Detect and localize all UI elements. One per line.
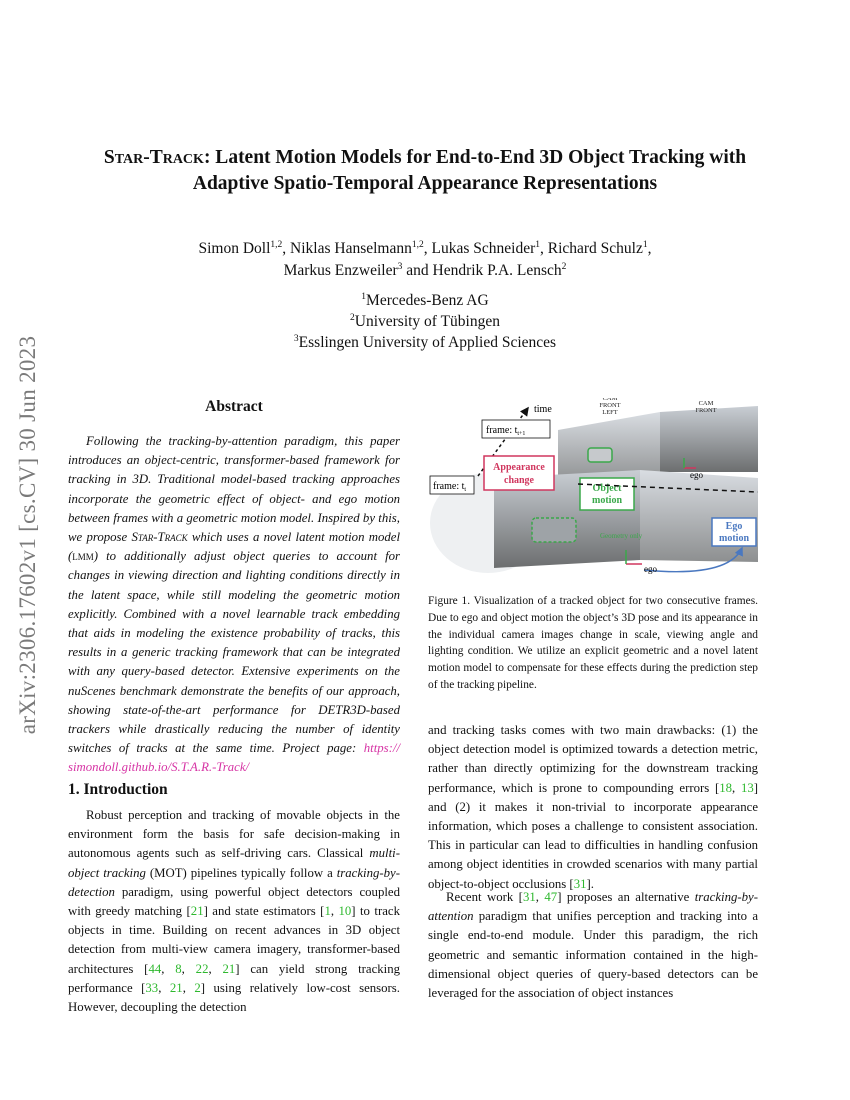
citation-link[interactable]: 8 (175, 961, 182, 976)
author-affil: 3 (397, 261, 403, 272)
citation-link[interactable]: 31 (522, 890, 536, 904)
citation-link[interactable]: 18 (719, 780, 733, 795)
author-sep: , (282, 240, 291, 257)
author-line-1 (0, 238, 850, 260)
body-text: , (158, 980, 170, 995)
citation-link[interactable]: 31 (573, 876, 587, 891)
abstract-method-name: Star-Track (131, 530, 188, 545)
section-heading: 1. Introduction (68, 781, 168, 798)
tracked-car-t1 (588, 448, 612, 462)
ego-label-t: ego (644, 564, 657, 574)
affiliation (0, 332, 850, 353)
author: Hendrik P.A. Lensch (432, 262, 562, 279)
author-sep: , (647, 240, 652, 257)
body-text: , (161, 961, 176, 976)
body-text: ] and (2) it makes it non-trivial to incorporate appearance information, which poses a challenge to consistent association. This in particular can lead to difficulties in handling confusion among object identities in crowded scenarios with many partial object-to-object occlusions [ (428, 780, 758, 891)
body-text: (MOT) pipelines typically follow a (145, 865, 337, 880)
intro-paragraph-1 (68, 806, 400, 1017)
affiliation (0, 290, 850, 311)
body-text: and tracking tasks comes with two main drawbacks: (1) the object detection model is optimized towards a detection metric, rather than directly optimizing for the downstream tracking performance, which is prone to compounding errors [ (428, 723, 758, 795)
ego-label-t1: ego (690, 470, 703, 480)
affiliation (0, 311, 850, 332)
abstract-body (68, 432, 400, 778)
emphasis: tracking-by-attention (428, 890, 758, 924)
author: Niklas Hanselmann (290, 240, 412, 257)
author-line-2 (0, 260, 850, 282)
body-text: , (330, 904, 339, 919)
emphasis: tracking-by-detection (68, 865, 400, 899)
body-text: , (182, 980, 195, 995)
author-affil: 2 (561, 261, 567, 272)
ego-motion-label: Ego motion (719, 521, 749, 544)
figure-1 (428, 398, 760, 580)
citation-link[interactable]: 33 (145, 980, 159, 995)
author: Markus Enzweiler (283, 262, 398, 279)
body-text: , (181, 961, 196, 976)
affil-num: 1 (361, 291, 367, 302)
citation-link[interactable]: 13 (740, 780, 754, 795)
citation-link[interactable]: 10 (338, 904, 352, 919)
abstract-acronym: lmm (72, 549, 94, 564)
appearance-change-label: Appearance change (493, 462, 545, 486)
tracked-car-t (532, 518, 576, 542)
cam-front-label: CAM FRONT (695, 400, 717, 414)
affil-name: University of Tübingen (354, 313, 500, 330)
time-label: time (534, 404, 552, 415)
body-text: , (732, 780, 741, 795)
project-page-link[interactable]: https:// simondoll.github.io/S.T.A.R.-Track/ (68, 741, 400, 775)
citation-link[interactable]: 22 (195, 961, 209, 976)
body-text: , (535, 890, 545, 904)
citation-link[interactable]: 1 (324, 904, 331, 919)
frame-t1-label: frame: $t_{t+1}$ (486, 425, 526, 437)
abstract-text: ) to additionally adjust object queries to account for changes in viewing direction and lighting conditions directly in the latent space, while still modeling the geometric motion explicitly. Combined with a novel learnable track embedding that aids in modeling the existence probability of tracks, this results in a generic tracking framework that can be integrated with any query-based detector. Extensive experiments on the nuScenes benchmark demonstrate the benefits of our approach, showing state-of-the-art performance for DETR3D-based trackers while drastically reducing the number of identity switches of tracks at the same time. Project page: (68, 549, 400, 756)
body-text: ] can yield strong tracking performance [ (68, 961, 401, 995)
affil-name: Mercedes-Benz AG (366, 292, 489, 309)
body-text: ] proposes an alternative (557, 890, 695, 904)
figure-1-graphic (428, 398, 760, 580)
author-affil: 1,2 (270, 239, 283, 250)
cam-front-left-label: CAM FRONT LEFT (599, 398, 621, 416)
author-sep: and (402, 262, 433, 279)
title-rest: : Latent Motion Models for End-to-End 3D Object Tracking with (203, 147, 747, 168)
affiliation-list (0, 290, 850, 353)
title-name: Star-Track (103, 147, 204, 168)
body-text: ]. (586, 876, 594, 891)
body-text: Robust perception and tracking of movable objects in the environment form the basis for safe decision-making in autonomous agents such as self-driving cars. Classical (68, 808, 400, 861)
citation-link[interactable]: 21 (169, 980, 183, 995)
body-text: paradigm that unifies perception and tracking into a single end-to-end module. Under this paradigm, the rich geometric and semantic information contained in the high-dimensional object queries of query-based detectors can be leveraged for the association of object instances (428, 909, 758, 1001)
author-sep: , (423, 240, 432, 257)
paper-title (0, 145, 850, 197)
abstract-heading: Abstract (205, 398, 263, 415)
author-affil: 1,2 (411, 239, 424, 250)
body-text: paradigm, using powerful object detectors coupled with greedy matching [ (68, 884, 400, 919)
affil-num: 2 (350, 312, 355, 323)
arxiv-stamp (8, 290, 48, 780)
author: Simon Doll (198, 240, 271, 257)
author-sep: , (539, 240, 548, 257)
object-motion-label: Object motion (592, 483, 622, 506)
geometry-only-label: Geometry only (600, 532, 643, 540)
frame-t-label: frame: $t_t$ (433, 481, 467, 493)
camera-image-front-t (640, 470, 758, 562)
body-text: ] using relatively low-cost sensors. However, decoupling the detection (68, 980, 400, 1015)
title-line2: Adaptive Spatio-Temporal Appearance Representations (192, 173, 658, 194)
citation-link[interactable]: 21 (190, 904, 204, 919)
body-text: , (208, 961, 223, 976)
author: Lukas Schneider (431, 240, 536, 257)
affil-name: Esslingen University of Applied Sciences (298, 334, 557, 351)
citation-link[interactable]: 47 (544, 890, 558, 904)
affil-num: 3 (293, 333, 299, 344)
author: Richard Schulz (547, 240, 643, 257)
citation-link[interactable]: 44 (148, 961, 162, 976)
citation-link[interactable]: 2 (194, 980, 201, 995)
body-text: Recent work [ (446, 890, 523, 904)
intro-paragraph-2 (428, 888, 758, 1003)
body-text: ] to track objects in time. Building on recent advances in 3D object detection from multi-view camera imagery, transformer-based architectures [ (68, 904, 400, 976)
author-list (0, 238, 850, 282)
body-text: ] and state estimators [ (203, 904, 325, 919)
figure-1-caption: Figure 1. Visualization of a tracked object for two consecutive frames. Due to ego and object motion the object’s 3D pose and its appearance in the individual camera images change in scale, viewing angle and lighting condition. We utilize an explicit geometric and a novel latent motion model to compensate for these effects during the prediction step of the tracking pipeline. (428, 595, 758, 691)
arxiv-id: arXiv:2306.17602v1 [cs.CV] 30 Jun 2023 (15, 335, 40, 735)
emphasis: multi-object tracking (68, 846, 400, 880)
camera-image-front-t1 (660, 406, 758, 472)
abstract-text: Following the tracking-by-attention paradigm, this paper introduces an object-centric, transformer-based framework for tracking in 3D. Traditional model-based tracking approaches incorporate the geometric effect of object- and ego motion between frames with a geometric motion model. Inspired by this, we propose (68, 434, 400, 545)
abstract-text: which uses a novel latent motion model ( (68, 530, 400, 564)
citation-link[interactable]: 21 (222, 961, 236, 976)
author-affil: 1 (642, 239, 648, 250)
intro-paragraph-1-continued (428, 721, 758, 894)
author-affil: 1 (535, 239, 540, 250)
